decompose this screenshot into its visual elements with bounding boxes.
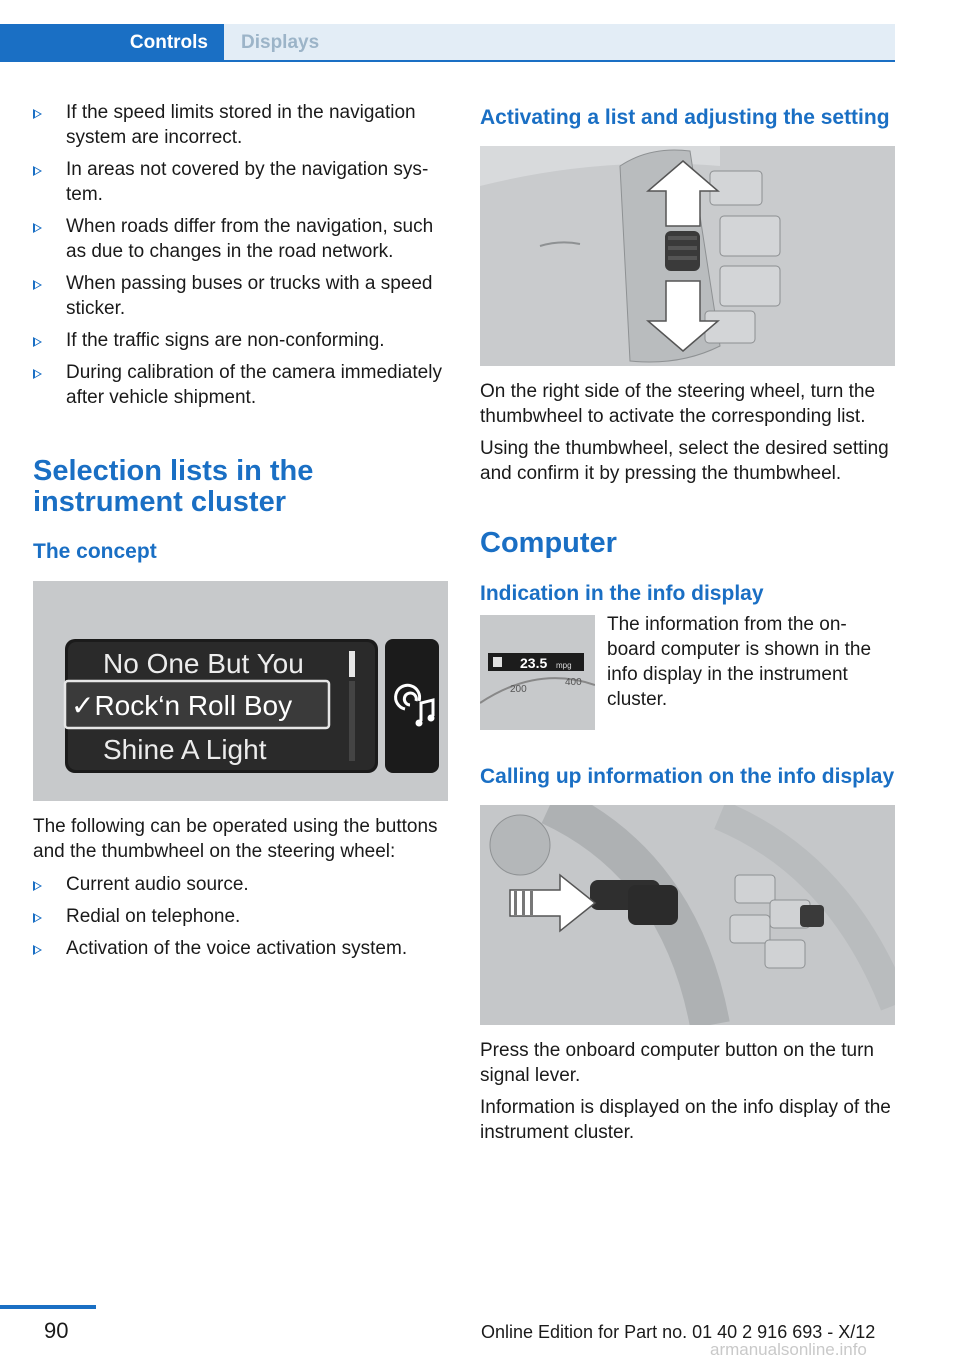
bullet-triangle-icon <box>33 223 42 233</box>
tab-displays[interactable]: Displays <box>224 24 895 61</box>
gauge-tick-label: 400 <box>565 677 582 688</box>
bullet-triangle-icon <box>33 369 42 379</box>
left-column <box>33 100 449 968</box>
header-tabs <box>0 0 895 62</box>
paragraph-activate-list: On the right side of the steering wheel, turn the thumbwheel to activate the corresponding list. <box>480 381 876 427</box>
bullet-list-operations <box>33 872 449 961</box>
turn-signal-illustration <box>480 805 895 1025</box>
bullet-triangle-icon <box>33 913 42 923</box>
info-display-illustration <box>480 615 595 730</box>
figure-thumbwheel <box>480 146 895 366</box>
bullet-triangle-icon <box>33 166 42 176</box>
list-item-text: Shine A Light <box>103 734 267 765</box>
tab-controls[interactable]: Controls <box>0 24 224 61</box>
paragraph-press-button: Press the onboard computer button on the turn signal lever. <box>480 1040 874 1086</box>
bullet-triangle-icon <box>33 280 42 290</box>
bullet-triangle-icon <box>33 945 42 955</box>
bullet-list-speed-limits <box>33 100 449 410</box>
footer-rule <box>0 1305 96 1309</box>
subtitle-concept: The concept <box>33 540 157 563</box>
header-rule <box>0 60 895 62</box>
list-item: If the speed limits stored in the navigation system are incorrect. <box>33 100 449 150</box>
paragraph-steering-wheel-operations: The following can be operated using the buttons and the thumbwheel on the steering wheel: <box>33 816 438 862</box>
thumbwheel-illustration <box>480 146 895 366</box>
list-item: During calibration of the camera immediately after vehicle shipment. <box>33 360 449 410</box>
subtitle-indication-info-display: Indication in the info display <box>480 582 764 605</box>
figure-selection-list <box>33 581 448 801</box>
list-item: Activation of the voice activation system. <box>33 936 449 961</box>
list-item: In areas not covered by the navigation system. <box>33 157 449 207</box>
right-column <box>480 100 896 1145</box>
paragraph-info-displayed: Information is displayed on the info display of the instrument cluster. <box>480 1097 891 1143</box>
list-item-selected-text: ✓Rock‘n Roll Boy <box>71 690 293 721</box>
section-title-computer: Computer <box>480 527 617 559</box>
subtitle-calling-up-info: Calling up information on the info display <box>480 765 895 788</box>
section-title-selection-lists: Selection lists in the instrument cluster <box>33 455 314 518</box>
list-item: Redial on telephone. <box>33 904 449 929</box>
bullet-triangle-icon <box>33 881 42 891</box>
gauge-tick-label: 200 <box>510 684 527 695</box>
list-item: Current audio source. <box>33 872 449 897</box>
list-item: When roads differ from the navigation, such as due to changes in the road network. <box>33 214 449 264</box>
bullet-triangle-icon <box>33 109 42 119</box>
selection-list-illustration <box>33 581 448 801</box>
watermark: armanualsonline.info <box>710 1340 867 1359</box>
info-value: 23.5 <box>520 655 548 671</box>
edition-text: Online Edition for Part no. 01 40 2 916 693 - X/12 <box>481 1322 876 1342</box>
page-number: 90 <box>44 1318 69 1343</box>
bullet-triangle-icon <box>33 337 42 347</box>
paragraph-info-display: The information from the on-board computer is shown in the info display in the instrument cluster. <box>607 614 872 710</box>
paragraph-select-setting: Using the thumbwheel, select the desired setting and confirm it by pressing the thumbwheel. <box>480 438 889 484</box>
list-item-text: No One But You <box>103 648 304 679</box>
subtitle-activating-list: Activating a list and adjusting the setting <box>480 106 890 129</box>
list-item: If the traffic signs are non-conforming. <box>33 328 449 353</box>
figure-info-display <box>480 615 595 730</box>
list-item: When passing buses or trucks with a speed sticker. <box>33 271 449 321</box>
info-display-block <box>480 612 896 738</box>
info-unit: mpg <box>556 661 572 670</box>
figure-turn-signal-lever <box>480 805 895 1025</box>
